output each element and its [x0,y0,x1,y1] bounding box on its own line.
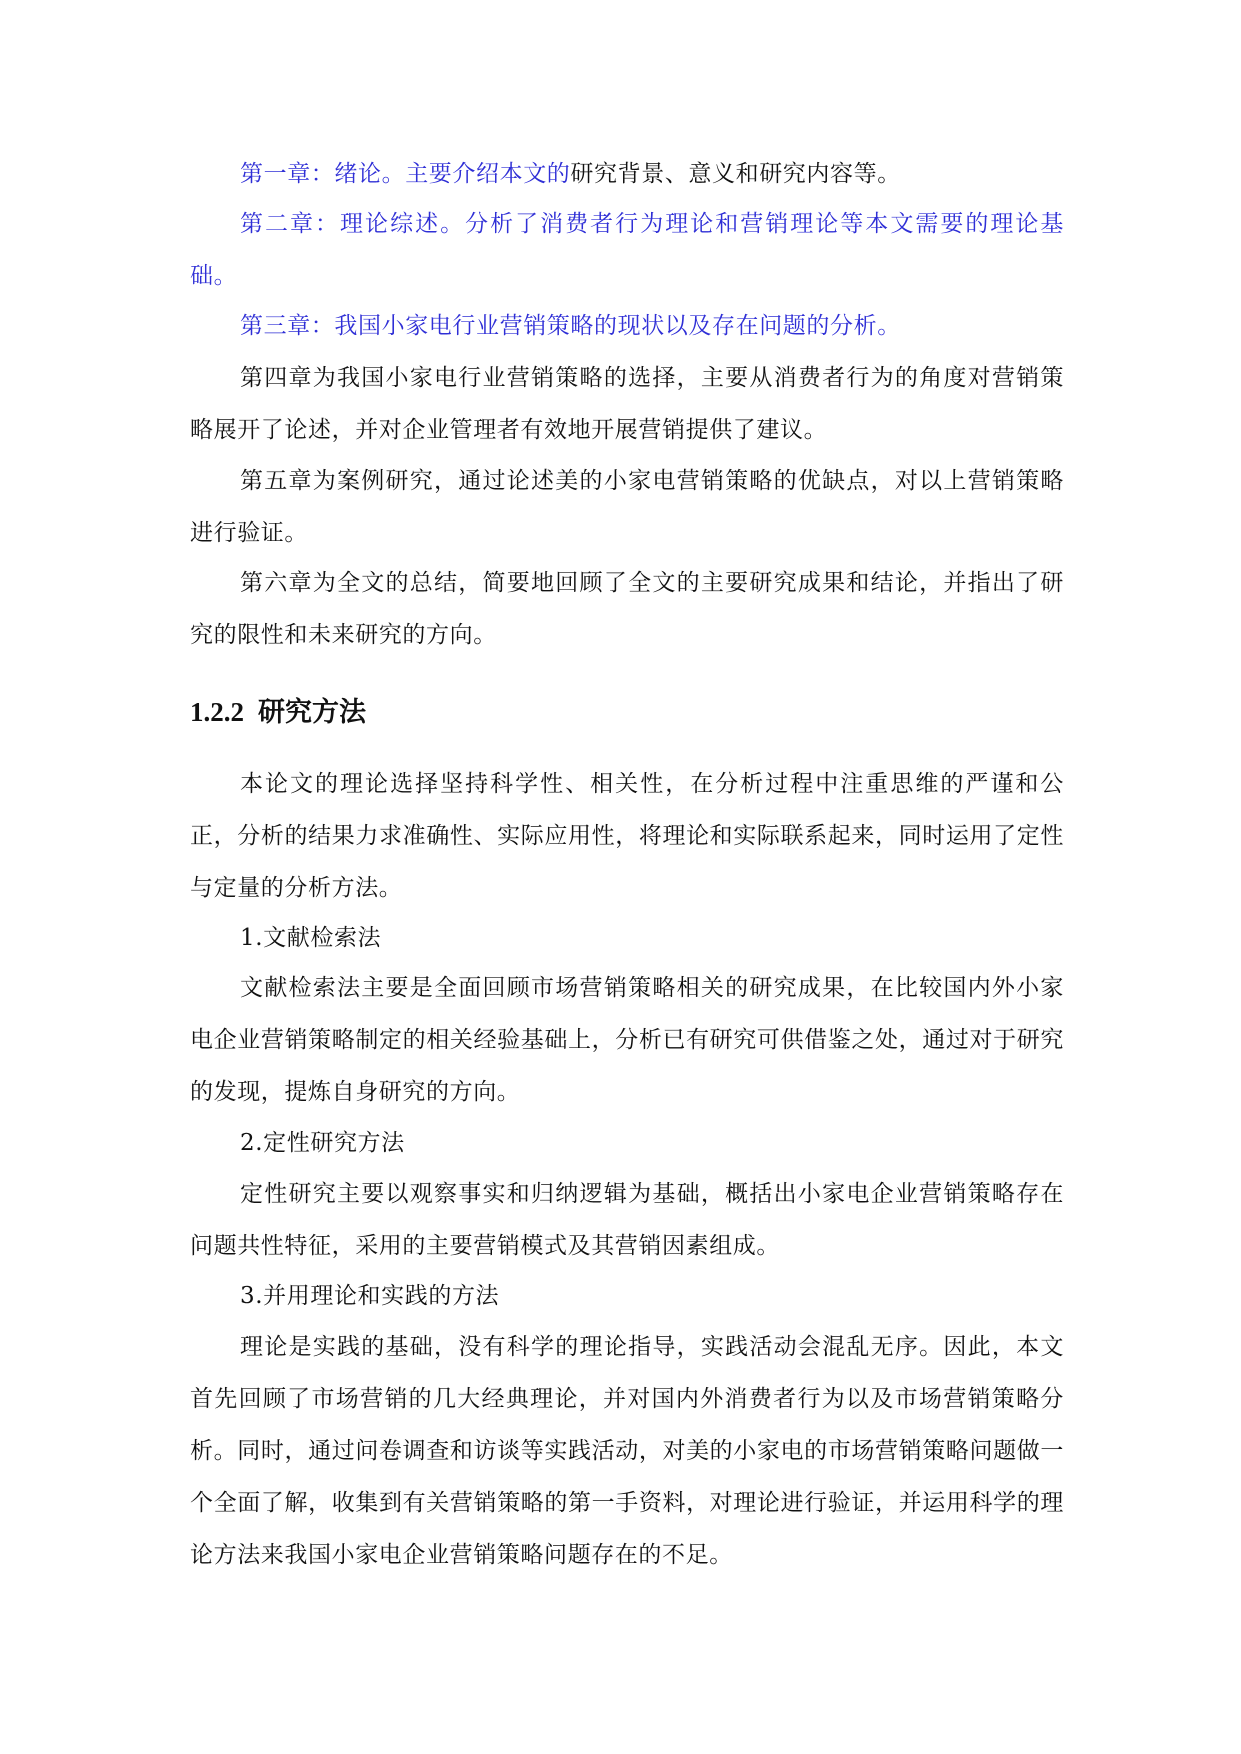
section-heading [190,692,1064,733]
chapter-1-text: 研究背景、意义和研究内容等。 [570,161,901,187]
chapter-4-text: 第四章为我国小家电行业营销策略的选择，主要从消费者行为的角度对营销策略展开了论述，并对企业管理者有效地开展营销提供了建议。 [190,365,1064,443]
chapter-1-paragraph [190,148,1064,200]
intro-paragraph: 本论文的理论选择坚持科学性、相关性，在分析过程中注重思维的严谨和公正，分析的结果力求准确性、实际应用性，将理论和实际联系起来，同时运用了定性与定量的分析方法。 [190,771,1064,901]
method-3-body: 理论是实践的基础，没有科学的理论指导，实践活动会混乱无序。因此，本文首先回顾了市场营销的几大经典理论，并对国内外消费者行为以及市场营销策略分析。同时，通过问卷调查和访谈等实践活动，对美的小家电的市场营销策略问题做一个全面了解，收集到有关营销策略的第一手资料，对理论进行验证，并运用科学的理论方法来我国小家电企业营销策略问题存在的不足。 [190,1334,1064,1568]
chapter-3-paragraph [190,300,1064,352]
method-2-heading: 2.定性研究方法 [240,1130,405,1156]
method-3-heading: 3.并用理论和实践的方法 [240,1283,500,1309]
chapter-2-blue-text: 第二章：理论综述。分析了消费者行为理论和营销理论等本文需要的理论基础。 [190,211,1064,289]
section-title: 研究方法 [258,697,366,728]
chapter-3-blue-text: 第三章：我国小家电行业营销策略的现状以及存在问题的分析。 [240,313,901,339]
chapter-4-paragraph [190,352,1064,456]
chapter-6-paragraph [190,557,1064,661]
chapter-2-paragraph [190,198,1064,302]
method-1-body: 文献检索法主要是全面回顾市场营销策略相关的研究成果，在比较国内外小家电企业营销策略制定的相关经验基础上，分析已有研究可供借鉴之处，通过对于研究的发现，提炼自身研究的方向。 [190,975,1064,1105]
section-number: 1.2.2 [190,697,244,727]
chapter-1-blue-text: 第一章：绪论。主要介绍本文的 [240,161,571,187]
chapter-6-text: 第六章为全文的总结，简要地回顾了全文的主要研究成果和结论，并指出了研究的限性和未来研究的方向。 [190,570,1064,648]
method-2-body: 定性研究主要以观察事实和归纳逻辑为基础，概括出小家电企业营销策略存在问题共性特征，采用的主要营销模式及其营销因素组成。 [190,1181,1064,1259]
method-1-heading: 1.文献检索法 [240,925,382,951]
chapter-5-paragraph [190,455,1064,559]
chapter-5-text: 第五章为案例研究，通过论述美的小家电营销策略的优缺点，对以上营销策略进行验证。 [190,468,1064,546]
